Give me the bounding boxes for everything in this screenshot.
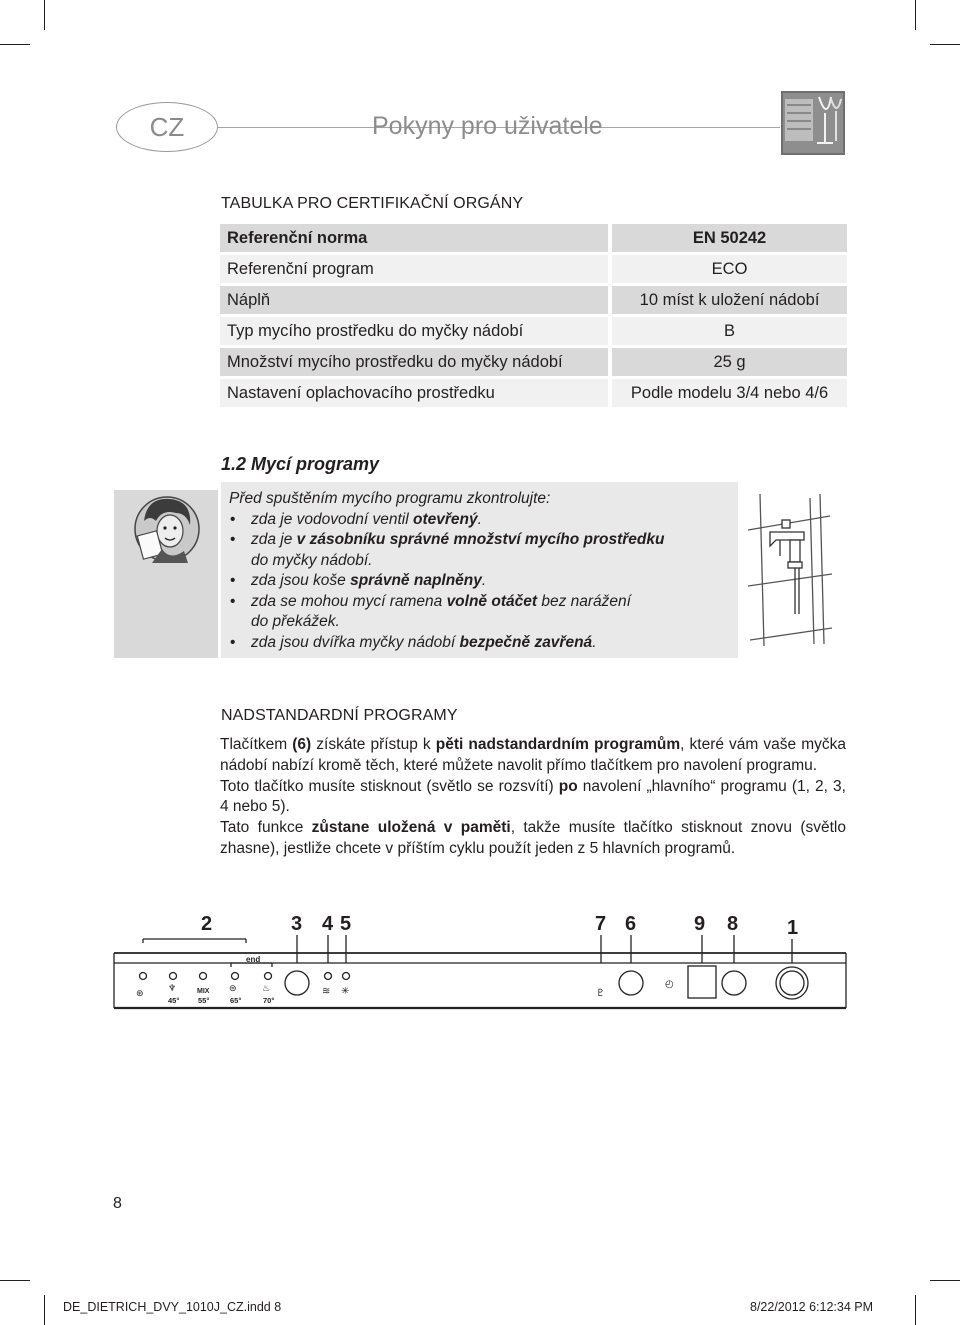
- table-cell-label: Náplň: [220, 286, 608, 314]
- led-temperature-label: 45°: [168, 996, 180, 1005]
- list-item: [229, 510, 738, 531]
- table-cell-label: Referenční program: [220, 255, 608, 283]
- table-row: [220, 255, 847, 283]
- table-cell-label: Nastavení oplachovacího prostředku: [220, 379, 608, 407]
- crop-mark: [915, 0, 916, 30]
- cert-table-title: TABULKA PRO CERTIFIKAČNÍ ORGÁNY: [221, 195, 524, 212]
- paragraph: [220, 735, 846, 777]
- list-item-text: .: [481, 572, 487, 589]
- paragraph: [220, 818, 846, 860]
- table-row: [220, 379, 847, 407]
- list-item-text: bez narážení: [537, 592, 631, 610]
- list-item-emphasis: v zásobníku správné množství mycího prostředku: [296, 531, 665, 548]
- table-cell-value: 25 g: [608, 348, 847, 376]
- extra-dry-icon: ≋: [322, 986, 331, 997]
- callout-2: 2: [201, 913, 213, 935]
- table-cell-value: Podle modelu 3/4 nebo 4/6: [608, 379, 847, 407]
- callout-4: 4: [322, 913, 334, 935]
- cert-table: [220, 221, 847, 410]
- text-emphasis: pěti nadstandardním programům: [435, 736, 681, 753]
- crop-mark: [915, 1295, 916, 1325]
- list-item-text: zda jsou dvířka myčky nádobí: [251, 633, 460, 651]
- dishwasher-glass-icon: [781, 91, 845, 155]
- glass-icon: ♆: [168, 984, 177, 994]
- table-cell-value: 10 míst k uložení nádobí: [608, 286, 847, 314]
- list-item-text: .: [592, 633, 597, 651]
- mix-label: MIX: [197, 988, 210, 995]
- callout-8: 8: [727, 913, 739, 935]
- extra-programs-title: NADSTANDARDNÍ PROGRAMY: [221, 707, 458, 724]
- list-item-text: do myčky nádobí.: [251, 551, 373, 569]
- table-row: [220, 224, 847, 252]
- checklist: [221, 482, 738, 658]
- callout-1: 1: [787, 917, 799, 939]
- text: Tlačítkem: [220, 736, 293, 753]
- list-item: [229, 530, 738, 571]
- list-item: [229, 592, 738, 633]
- paragraph: [220, 777, 846, 819]
- text: Tato funkce: [220, 819, 312, 837]
- led-temperature-label: 70°: [263, 996, 275, 1005]
- delay-start-icon: ◴: [665, 979, 674, 990]
- list-item-text: do překážek.: [251, 613, 340, 630]
- text-emphasis: po: [558, 777, 578, 795]
- crop-mark: [44, 1295, 45, 1325]
- crop-mark: [0, 44, 30, 45]
- table-cell-label: Referenční norma: [220, 224, 608, 252]
- callout-9: 9: [694, 913, 706, 935]
- text: , které vám vaše myčka nádobí nabízí kromě těch, které můžete navolit přímo tlačítkem pro navolení programu.: [220, 736, 846, 774]
- section-heading: 1.2 Mycí programy: [221, 454, 380, 474]
- list-item-emphasis: bezpečně zavřená: [459, 633, 593, 651]
- crop-mark: [930, 1280, 960, 1281]
- text: Toto tlačítko musíte stisknout (světlo se rozsvítí): [220, 777, 559, 795]
- checklist-intro: Před spuštěním mycího programu zkontrolujte:: [229, 490, 551, 507]
- list-item: [229, 571, 738, 592]
- language-badge: [116, 102, 218, 152]
- dish-icon: ⊜: [229, 984, 237, 994]
- crop-mark: [44, 0, 45, 30]
- text: získáte přístup k: [311, 736, 436, 753]
- checklist-items: [229, 510, 738, 654]
- pot-icon: ♨: [262, 984, 271, 994]
- led-temperature-label: 65°: [230, 996, 242, 1005]
- table-cell-value: ECO: [608, 255, 847, 283]
- list-item-text: zda je vodovodní ventil: [251, 510, 413, 528]
- text-emphasis: zůstane uložená v paměti: [311, 819, 511, 837]
- list-item-text: zda je: [251, 531, 297, 548]
- table-cell-label: Množství mycího prostředku do myčky nádobí: [220, 348, 608, 376]
- water-tap-icon: [748, 494, 834, 646]
- callout-3: 3: [291, 913, 303, 935]
- prewash-icon: ⊛: [136, 989, 144, 999]
- page-title: Pokyny pro uživatele: [372, 112, 603, 140]
- list-item: [229, 633, 738, 654]
- footer-date: 8/22/2012 6:12:34 PM: [750, 1300, 874, 1314]
- text: , takže musíte tlačítko stisknout znovu (světlo zhasne), jestliže chcete v příštím cyklu použít jeden z 5 hlavních programů.: [220, 819, 846, 857]
- language-code: CZ: [149, 111, 185, 142]
- rinse-aid-icon: ✳: [341, 986, 350, 997]
- list-item-text: .: [477, 510, 482, 528]
- table-row: [220, 317, 847, 345]
- table-cell-value: EN 50242: [608, 224, 847, 252]
- user-illustration-icon: [132, 491, 202, 567]
- table-row: [220, 286, 847, 314]
- list-item-emphasis: správně naplněny: [350, 572, 482, 589]
- callout-7: 7: [595, 913, 607, 935]
- led-temperature-label: 55°: [198, 996, 210, 1005]
- table-row: [220, 348, 847, 376]
- list-item-emphasis: volně otáčet: [446, 592, 538, 610]
- crop-mark: [930, 44, 960, 45]
- control-panel-diagram: [110, 905, 850, 1015]
- tap-icon: ♇: [596, 988, 605, 999]
- text-emphasis: (6): [292, 736, 312, 753]
- crop-mark: [0, 1280, 30, 1281]
- text: navolení „hlavního“ programu (1, 2, 3, 4 nebo 5).: [220, 777, 846, 816]
- callout-6: 6: [625, 913, 637, 935]
- extra-programs-text: [220, 735, 846, 860]
- callout-5: 5: [340, 913, 352, 935]
- list-item-emphasis: otevřený: [413, 510, 478, 528]
- table-cell-value: B: [608, 317, 847, 345]
- page-number: 8: [113, 1195, 122, 1212]
- table-cell-label: Typ mycího prostředku do myčky nádobí: [220, 317, 608, 345]
- list-item-text: zda se mohou mycí ramena: [251, 592, 447, 610]
- footer-file: DE_DIETRICH_DVY_1010J_CZ.indd 8: [63, 1300, 282, 1314]
- end-label: end: [246, 955, 261, 964]
- list-item-text: zda jsou koše: [251, 572, 351, 589]
